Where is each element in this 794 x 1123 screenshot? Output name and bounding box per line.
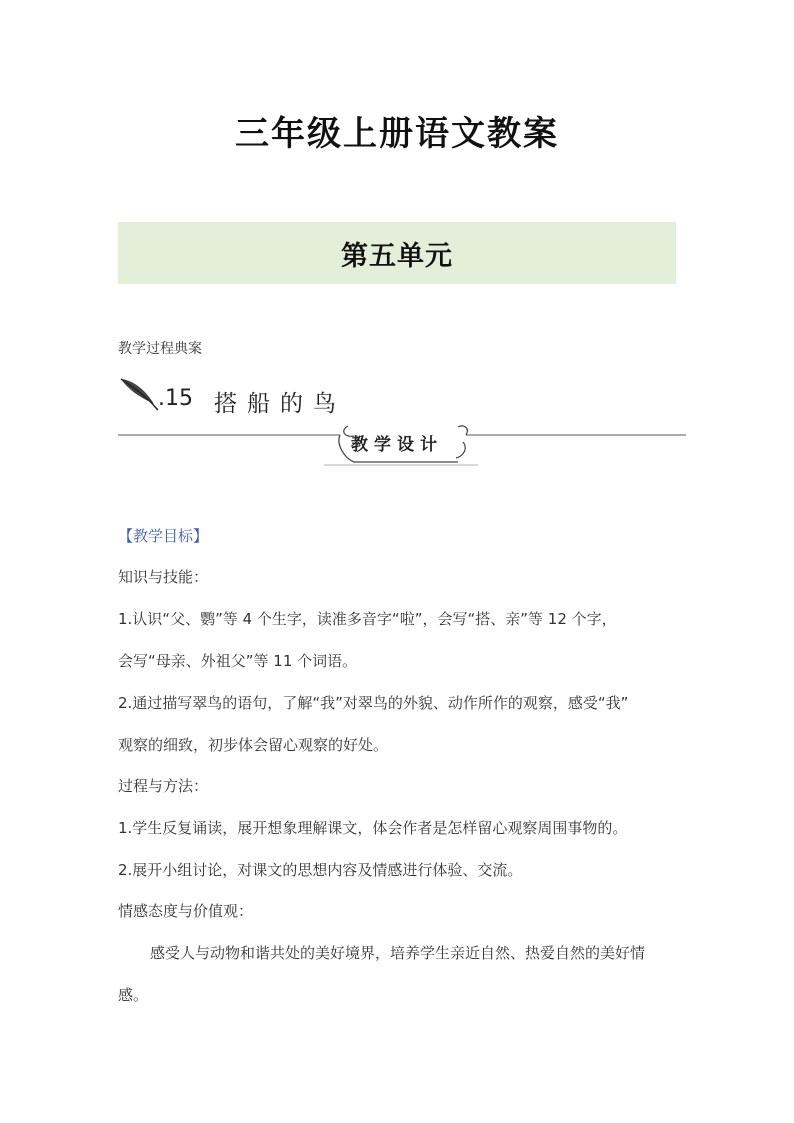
- section-label: 教学过程典案: [118, 341, 202, 357]
- emotion-item-line-2: 感。: [118, 986, 149, 1004]
- unit-title: 第五单元: [341, 240, 453, 272]
- knowledge-item-2-line-2: 观察的细致，初步体会留心观察的好处。: [118, 736, 389, 754]
- knowledge-heading: 知识与技能：: [118, 568, 209, 586]
- lesson-heading: [118, 374, 518, 418]
- feather-icon: [118, 374, 158, 414]
- design-label: 教学设计: [351, 435, 443, 455]
- teaching-design-divider: [118, 424, 686, 470]
- emotion-item-line-1: 感受人与动物和谐共处的美好境界，培养学生亲近自然、热爱自然的美好情: [150, 944, 646, 962]
- lesson-title: 搭船的鸟: [214, 391, 346, 417]
- objectives-heading: 【教学目标】: [118, 527, 209, 545]
- document-title: 三年级上册语文教案: [235, 114, 559, 154]
- lesson-number: .15: [158, 386, 193, 411]
- emotion-heading: 情感态度与价值观：: [118, 902, 254, 920]
- knowledge-item-1-line-2: 会写“母亲、外祖父”等 11 个词语。: [118, 652, 358, 670]
- knowledge-item-2-line-1: 2.通过描写翠鸟的语句，了解“我”对翠鸟的外貌、动作所作的观察，感受“我”: [118, 694, 629, 712]
- process-heading: 过程与方法：: [118, 777, 209, 795]
- process-item-2: 2.展开小组讨论，对课文的思想内容及情感进行体验、交流。: [118, 861, 523, 879]
- unit-banner: [118, 222, 676, 284]
- knowledge-item-1-line-1: 1.认识“父、鹦”等 4 个生字，读准多音字“啦”，会写“搭、亲”等 12 个字，: [118, 610, 617, 628]
- process-item-1: 1.学生反复诵读，展开想象理解课文，体会作者是怎样留心观察周围事物的。: [118, 819, 628, 837]
